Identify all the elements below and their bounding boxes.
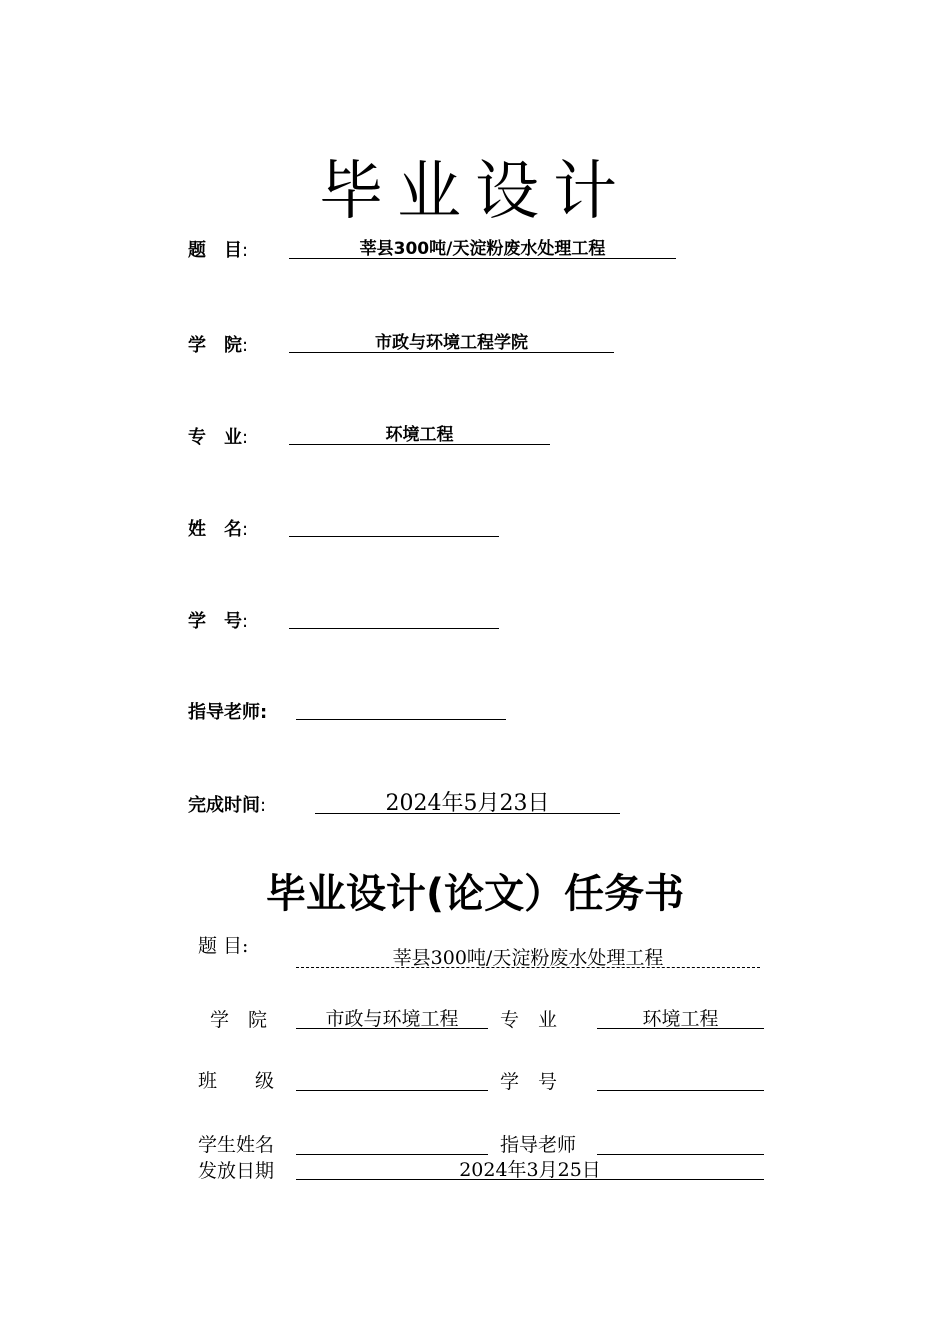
tb-student-id-label: 学 号 (500, 1071, 558, 1093)
cover-title: 毕业设计 (319, 155, 631, 229)
tb-student-id-value (597, 1066, 764, 1091)
advisor-label: 指导老师: (188, 702, 268, 723)
college-value: 市政与环境工程学院 (289, 328, 614, 353)
completion-time-value: 2024年5月23日 (315, 786, 620, 814)
topic-label: 题 目: (188, 240, 249, 261)
tb-college-value: 市政与环境工程 (296, 1004, 488, 1029)
advisor-value (296, 695, 506, 720)
tb-topic-label: 题 目: (198, 935, 249, 957)
student-id-label: 学 号: (188, 611, 249, 632)
college-label: 学 院: (188, 335, 249, 356)
tb-advisor-label: 指导老师 (500, 1134, 577, 1156)
student-id-value (289, 604, 499, 629)
tb-issue-date-value: 2024年3月25日 (296, 1155, 764, 1180)
name-value (289, 512, 499, 537)
tb-class-value (296, 1066, 488, 1091)
name-label: 姓 名: (188, 519, 249, 540)
tb-student-name-value (296, 1130, 488, 1155)
tb-issue-date-label: 发放日期 (198, 1160, 275, 1182)
tb-class-label: 班 级 (198, 1070, 275, 1092)
completion-time-label: 完成时间: (188, 795, 267, 816)
tb-major-value: 环境工程 (597, 1004, 764, 1029)
topic-value: 莘县300吨/天淀粉废水处理工程 (289, 234, 676, 259)
tb-advisor-value (597, 1130, 764, 1155)
tb-topic-value: 莘县300吨/天淀粉废水处理工程 (296, 943, 760, 968)
task-book-title: 毕业设计(论文）任务书 (265, 871, 685, 917)
major-value: 环境工程 (289, 420, 550, 445)
tb-major-label: 专 业 (500, 1009, 558, 1031)
tb-student-name-label: 学生姓名 (198, 1134, 275, 1156)
major-label: 专 业: (188, 427, 249, 448)
tb-college-label: 学 院 (210, 1009, 268, 1031)
